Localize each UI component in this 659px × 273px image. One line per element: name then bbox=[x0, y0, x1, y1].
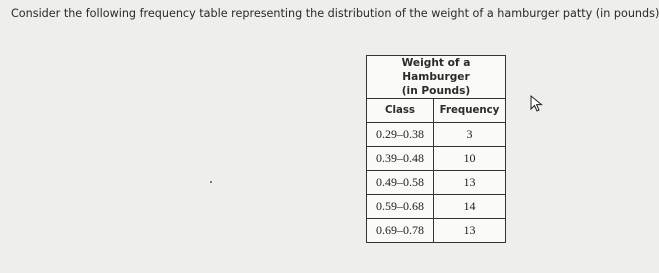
table-caption bbox=[367, 56, 506, 99]
frequency-cell: 13 bbox=[434, 171, 506, 195]
class-cell: 0.69–0.78 bbox=[367, 219, 434, 243]
frequency-cell: 10 bbox=[434, 147, 506, 171]
table-row bbox=[367, 195, 506, 219]
table-row bbox=[367, 171, 506, 195]
table-row bbox=[367, 219, 506, 243]
table-row bbox=[367, 123, 506, 147]
header-class: Class bbox=[367, 99, 434, 123]
class-cell: 0.49–0.58 bbox=[367, 171, 434, 195]
class-cell: 0.39–0.48 bbox=[367, 147, 434, 171]
table-caption-title: Weight of a Hamburger bbox=[401, 57, 471, 83]
speck-mark bbox=[210, 181, 212, 183]
table-header-row bbox=[367, 99, 506, 123]
question-text: Consider the following frequency table representing the distribution of the weight of a hamburger patty (in pounds) bbox=[11, 7, 659, 20]
frequency-cell: 3 bbox=[434, 123, 506, 147]
frequency-table bbox=[366, 55, 506, 243]
frequency-cell: 14 bbox=[434, 195, 506, 219]
header-frequency: Frequency bbox=[434, 99, 506, 123]
table-caption-row bbox=[367, 56, 506, 99]
class-cell: 0.29–0.38 bbox=[367, 123, 434, 147]
class-cell: 0.59–0.68 bbox=[367, 195, 434, 219]
mouse-pointer-icon bbox=[530, 95, 544, 113]
frequency-cell: 13 bbox=[434, 219, 506, 243]
table-caption-unit: (in Pounds) bbox=[401, 85, 471, 97]
table-row bbox=[367, 147, 506, 171]
